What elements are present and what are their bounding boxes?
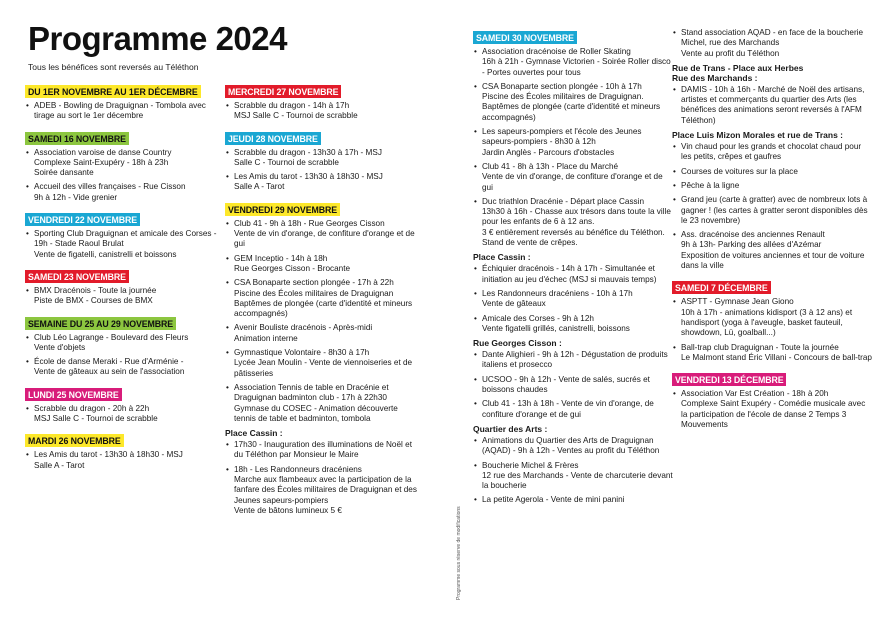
location-subheading: Quartier des Arts :	[473, 423, 548, 434]
event-list	[225, 219, 420, 424]
day-section	[25, 431, 220, 471]
event-list	[25, 450, 220, 471]
event-item: • Club 41 - 9h à 18h - Rue Georges Cisson Vente de vin d'orange, de confiture d'orange et de gui	[225, 219, 420, 250]
day-heading: JEUDI 28 NOVEMBRE	[225, 132, 321, 145]
event-list	[25, 286, 220, 307]
event-item: • La petite Agerola - Vente de mini panini	[473, 495, 673, 505]
day-heading: SAMEDI 16 NOVEMBRE	[25, 132, 129, 145]
event-list	[225, 148, 420, 193]
program-column-1	[25, 82, 220, 478]
day-heading: VENDREDI 13 DÉCEMBRE	[672, 373, 786, 386]
event-list	[473, 436, 673, 506]
page-title: Programme 2024	[28, 20, 287, 57]
event-item: • Vin chaud pour les grands et chocolat chaud pour les petits, crêpes et gaufres	[672, 142, 872, 163]
event-item: • Grand jeu (carte à gratter) avec de nombreux lots à gagner ! (les cartes à gratter seront disponibles dès le 23 novembre)	[672, 195, 872, 226]
event-item: • ADEB - Bowling de Draguignan - Tombola avec tirage au sort le 1er décembre	[25, 101, 220, 122]
day-heading: VENDREDI 29 NOVEMBRE	[225, 203, 340, 216]
day-heading: MARDI 26 NOVEMBRE	[25, 434, 124, 447]
event-item: • Courses de voitures sur la place	[672, 167, 872, 177]
day-section	[225, 200, 420, 516]
event-item: • Les Amis du tarot - 13h30 à 18h30 - MSJ Salle A - Tarot	[225, 172, 420, 193]
location-subheading: Place Luis Mizon Morales et rue de Trans :	[672, 130, 843, 141]
event-list	[473, 264, 673, 334]
event-item: • ASPTT - Gymnase Jean Giono 10h à 17h - animations kidisport (3 à 12 ans) et handisport (yoga à l'aveugle, basket fauteuil, showdown, Lü, goalball...)	[672, 297, 872, 338]
program-column-3	[473, 28, 673, 513]
event-item: • Scrabble du dragon - 20h à 22h MSJ Salle C - Tournoi de scrabble	[25, 404, 220, 425]
event-list	[672, 85, 872, 126]
day-section	[25, 82, 220, 122]
event-item: • 18h - Les Randonneurs dracéniens Marche aux flambeaux avec la participation de la fanfare des Écoles militaires de Draguignan et des Jeunes sapeurs-pompiers Vente de bâtons lumineux 5 €	[225, 465, 420, 516]
event-item: • CSA Bonaparte section plongée - 10h à 17h Piscine des Écoles militaires de Draguignan. Baptêmes de plongée (carte d'identité et mineurs accompagnés)	[473, 82, 673, 123]
page-subtitle: Tous les bénéfices sont reversés au Téléthon	[28, 62, 199, 72]
event-list	[25, 148, 220, 203]
day-heading: DU 1ER NOVEMBRE AU 1ER DÉCEMBRE	[25, 85, 201, 98]
day-section	[225, 82, 420, 122]
event-list	[25, 101, 220, 122]
location-subheading: Place Cassin :	[225, 428, 283, 439]
day-section	[25, 129, 220, 203]
day-section	[225, 129, 420, 193]
event-item: • Les Randonneurs dracéniens - 10h à 17h Vente de gâteaux	[473, 289, 673, 310]
event-list	[672, 28, 872, 59]
event-list	[473, 350, 673, 420]
day-section	[25, 385, 220, 425]
event-list	[25, 229, 220, 260]
event-item: • GEM Inceptio - 14h à 18h Rue Georges Cisson - Brocante	[225, 254, 420, 275]
event-item: • Pêche à la ligne	[672, 181, 872, 191]
side-note: Programme sous réserve de modifications	[456, 506, 462, 600]
event-item: • Sporting Club Draguignan et amicale des Corses - 19h - Stade Raoul Brulat Vente de figatelli, canistrelli et boissons	[25, 229, 220, 260]
day-heading: SEMAINE DU 25 AU 29 NOVEMBRE	[25, 317, 176, 330]
day-heading: SAMEDI 7 DÉCEMBRE	[672, 281, 771, 294]
day-section	[25, 314, 220, 378]
location-subheading: Rue de Trans - Place aux Herbes Rue des Marchands :	[672, 62, 804, 83]
event-item: • Boucherie Michel & Frères 12 rue des Marchands - Vente de charcuterie devant la boucherie	[473, 461, 673, 492]
day-heading: SAMEDI 30 NOVEMBRE	[473, 31, 577, 44]
day-section	[25, 267, 220, 307]
event-list	[672, 297, 872, 363]
day-section	[672, 370, 872, 430]
event-item: • Club 41 - 13h à 18h - Vente de vin d'orange, de confiture d'orange et de gui	[473, 399, 673, 420]
day-heading: MERCREDI 27 NOVEMBRE	[225, 85, 341, 98]
event-item: • Association Var Est Création - 18h à 20h Complexe Saint Exupéry - Comédie musicale avec la participation de l'école de danse 2 Temps 3 Mouvements	[672, 389, 872, 430]
event-item: • Échiquier dracénois - 14h à 17h - Simultanée et initiation au jeu d'échec (MSJ si mauvais temps)	[473, 264, 673, 285]
event-item: • UCSOO - 9h à 12h - Vente de salés, sucrés et boissons chaudes	[473, 375, 673, 396]
day-section	[25, 210, 220, 260]
event-list	[672, 389, 872, 430]
event-item: • Animations du Quartier des Arts de Draguignan (AQAD) - 9h à 12h - Ventes au profit du Téléthon	[473, 436, 673, 457]
day-heading: SAMEDI 23 NOVEMBRE	[25, 270, 129, 283]
day-section	[473, 28, 673, 506]
event-item: • Dante Alighieri - 9h à 12h - Dégustation de produits italiens et prosecco	[473, 350, 673, 371]
event-list	[225, 440, 420, 516]
event-item: • Les Amis du tarot - 13h30 à 18h30 - MSJ Salle A - Tarot	[25, 450, 220, 471]
event-list	[25, 333, 220, 378]
event-item: • Amicale des Corses - 9h à 12h Vente figatelli grillés, canistrelli, boissons	[473, 314, 673, 335]
event-item: • École de danse Meraki - Rue d'Arménie - Vente de gâteaux au sein de l'association	[25, 357, 220, 378]
event-item: • DAMIS - 10h à 16h - Marché de Noël des artisans, artistes et commerçants du quartier des Arts (les bénéfices des animations seront reversés à l'AFM Téléthon)	[672, 85, 872, 126]
event-item: • Association dracénoise de Roller Skating 16h à 21h - Gymnase Victorien - Soirée Roller disco - Portes ouvertes pour tous	[473, 47, 673, 78]
event-item: • 17h30 - Inauguration des illuminations de Noël et du Téléthon par Monsieur le Maire	[225, 440, 420, 461]
event-item: • Association varoise de danse Country Complexe Saint-Exupéry - 18h à 23h Soirée dansante	[25, 148, 220, 179]
location-subheading: Place Cassin :	[473, 252, 531, 263]
event-list	[25, 404, 220, 425]
event-item: • CSA Bonaparte section plongée - 17h à 22h Piscine des Écoles militaires de Draguignan Baptêmes de plongée (carte d'identité et mineurs accompagnés)	[225, 278, 420, 319]
event-item: • Ball-trap club Draguignan - Toute la journée Le Malmont stand Éric Villani - Concours de ball-trap	[672, 343, 872, 364]
event-list	[473, 47, 673, 248]
event-item: • Accueil des villes françaises - Rue Cisson 9h à 12h - Vide grenier	[25, 182, 220, 203]
day-section	[672, 278, 872, 363]
event-item: • Scrabble du dragon - 14h à 17h MSJ Salle C - Tournoi de scrabble	[225, 101, 420, 122]
event-item: • Les sapeurs-pompiers et l'école des Jeunes sapeurs-pompiers - 8h30 à 12h Jardin Anglès - Parcours d'obstacles	[473, 127, 673, 158]
program-column-2	[225, 82, 420, 523]
event-item: • Association Tennis de table en Dracénie et Draguignan badminton club - 17h à 22h30 Gymnase du COSEC - Animation découverte tennis de table et badminton, tombola	[225, 383, 420, 424]
event-item: • Club 41 - 8h à 13h - Place du Marché Vente de vin d'orange, de confiture d'orange et de gui	[473, 162, 673, 193]
program-column-4	[672, 28, 872, 437]
day-heading: LUNDI 25 NOVEMBRE	[25, 388, 122, 401]
event-list	[225, 101, 420, 122]
day-heading: VENDREDI 22 NOVEMBRE	[25, 213, 140, 226]
event-item: • Duc triathlon Dracénie - Départ place Cassin 13h30 à 16h - Chasse aux trésors dans toute la ville pour les enfants de 6 à 12 ans. 3 € entièrement reversés au bénéfice du Téléthon. Stand de vente de crêpes.	[473, 197, 673, 248]
event-item: • Gymnastique Volontaire - 8h30 à 17h Lycée Jean Moulin - Vente de viennoiseries et de pâtisseries	[225, 348, 420, 379]
event-item: • Ass. dracénoise des anciennes Renault 9h à 13h- Parking des allées d'Azémar Exposition de voitures anciennes et tour de voiture dans la ville	[672, 230, 872, 271]
event-item: • Stand association AQAD - en face de la boucherie Michel, rue des Marchands Vente au profit du Téléthon	[672, 28, 872, 59]
event-item: • Club Léo Lagrange - Boulevard des Fleurs Vente d'objets	[25, 333, 220, 354]
event-item: • Scrabble du dragon - 13h30 à 17h - MSJ Salle C - Tournoi de scrabble	[225, 148, 420, 169]
event-item: • Avenir Bouliste dracénois - Après-midi Animation interne	[225, 323, 420, 344]
location-subheading: Rue Georges Cisson :	[473, 338, 562, 349]
event-list	[672, 142, 872, 271]
day-section	[672, 28, 872, 271]
event-item: • BMX Dracénois - Toute la journée Piste de BMX - Courses de BMX	[25, 286, 220, 307]
